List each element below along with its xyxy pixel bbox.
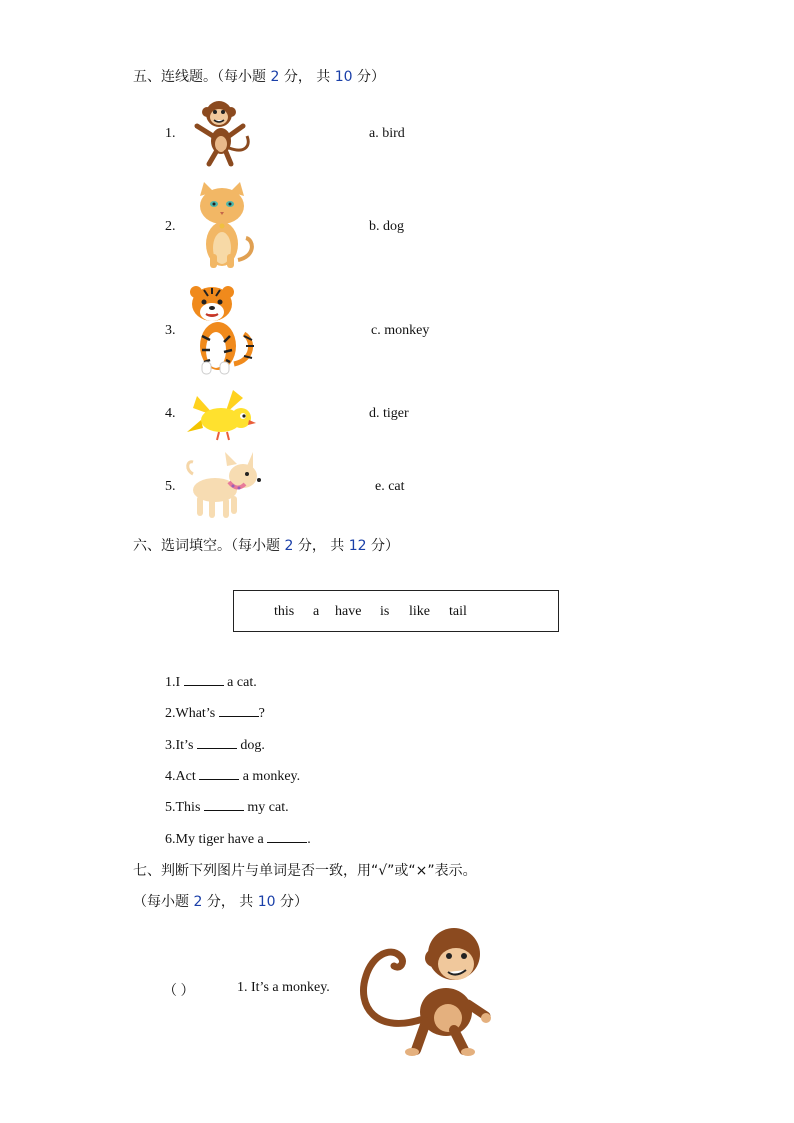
fill-question-1-suffix: a cat. xyxy=(227,675,257,690)
fill-blank-3[interactable] xyxy=(197,736,237,749)
judge-answer-paren[interactable]: （ ） xyxy=(163,984,195,999)
section5-heading xyxy=(133,66,385,86)
match-right-option-d: d. tiger xyxy=(369,406,409,421)
fill-question-4 xyxy=(165,767,300,785)
match-right-option-a: a. bird xyxy=(369,126,405,141)
section7-heading-score xyxy=(133,891,308,911)
section5-heading-mid: 分， 共 xyxy=(283,69,331,85)
fill-blank-6[interactable] xyxy=(267,830,307,843)
fill-question-4-suffix: a monkey. xyxy=(242,769,301,784)
match-right-option-c: c. monkey xyxy=(371,323,430,338)
bird-icon xyxy=(185,388,257,442)
word-bank-word: have xyxy=(335,604,362,619)
word-bank-word: is xyxy=(380,604,390,619)
fill-blank-4[interactable] xyxy=(199,767,239,780)
section7-heading: 七、判断下列图片与单词是否一致，用“√”或“×”表示。 xyxy=(133,863,477,879)
fill-blank-1[interactable] xyxy=(184,673,224,686)
fill-question-2-suffix: ? xyxy=(258,706,265,721)
section5-heading-end: 分） xyxy=(357,69,386,85)
section7-heading-text: （每小题 xyxy=(133,894,189,910)
judge-question-1: 1. It’s a monkey. xyxy=(237,980,330,995)
section6-heading-text: 六、选词填空。（每小题 xyxy=(133,538,280,554)
section6-score-each: 2 xyxy=(284,538,294,554)
cat-icon xyxy=(190,182,258,270)
fill-question-6-suffix: . xyxy=(307,832,311,847)
fill-blank-2[interactable] xyxy=(219,704,259,717)
dog-icon xyxy=(183,452,263,520)
section5-score-each: 2 xyxy=(270,69,280,85)
fill-question-5 xyxy=(165,798,289,816)
fill-blank-5[interactable] xyxy=(204,798,244,811)
match-right-option-e: e. cat xyxy=(375,479,405,494)
match-left-number-1: 1. xyxy=(165,126,176,141)
section6-score-total: 12 xyxy=(348,538,367,554)
section7-heading-mid: 分， 共 xyxy=(206,894,254,910)
fill-question-3-prefix: 3.It’s xyxy=(165,738,194,753)
fill-question-5-prefix: 5.This xyxy=(165,800,201,815)
fill-question-4-prefix: 4.Act xyxy=(165,769,196,784)
fill-question-6 xyxy=(165,830,311,848)
match-left-number-3: 3. xyxy=(165,323,176,338)
word-bank-word: tail xyxy=(449,604,467,619)
section5-score-total: 10 xyxy=(334,69,353,85)
fill-question-1 xyxy=(165,673,257,691)
fill-question-6-prefix: 6.My tiger have a xyxy=(165,832,264,847)
match-right-option-b: b. dog xyxy=(369,219,404,234)
monkey-icon xyxy=(185,96,257,168)
section7-score-each: 2 xyxy=(193,894,203,910)
fill-question-3 xyxy=(165,736,265,754)
tiger-icon xyxy=(182,284,258,376)
fill-question-1-prefix: 1.I xyxy=(165,675,181,690)
match-left-number-5: 5. xyxy=(165,479,176,494)
section6-heading-mid: 分， 共 xyxy=(297,538,345,554)
section6-heading xyxy=(133,535,399,555)
word-bank-word: this xyxy=(274,604,295,619)
fill-question-2-prefix: 2.What’s xyxy=(165,706,216,721)
fill-question-2 xyxy=(165,704,265,722)
word-bank-box xyxy=(233,590,559,632)
section7-heading-end: 分） xyxy=(280,894,309,910)
section6-heading-end: 分） xyxy=(371,538,400,554)
word-bank-word: like xyxy=(409,604,430,619)
section5-heading-text: 五、连线题。（每小题 xyxy=(133,69,266,85)
monkey-icon xyxy=(356,926,496,1056)
word-bank-word: a xyxy=(313,604,320,619)
match-left-number-4: 4. xyxy=(165,406,176,421)
fill-question-5-suffix: my cat. xyxy=(247,800,289,815)
fill-question-3-suffix: dog. xyxy=(240,738,265,753)
section7-score-total: 10 xyxy=(257,894,276,910)
match-left-number-2: 2. xyxy=(165,219,176,234)
